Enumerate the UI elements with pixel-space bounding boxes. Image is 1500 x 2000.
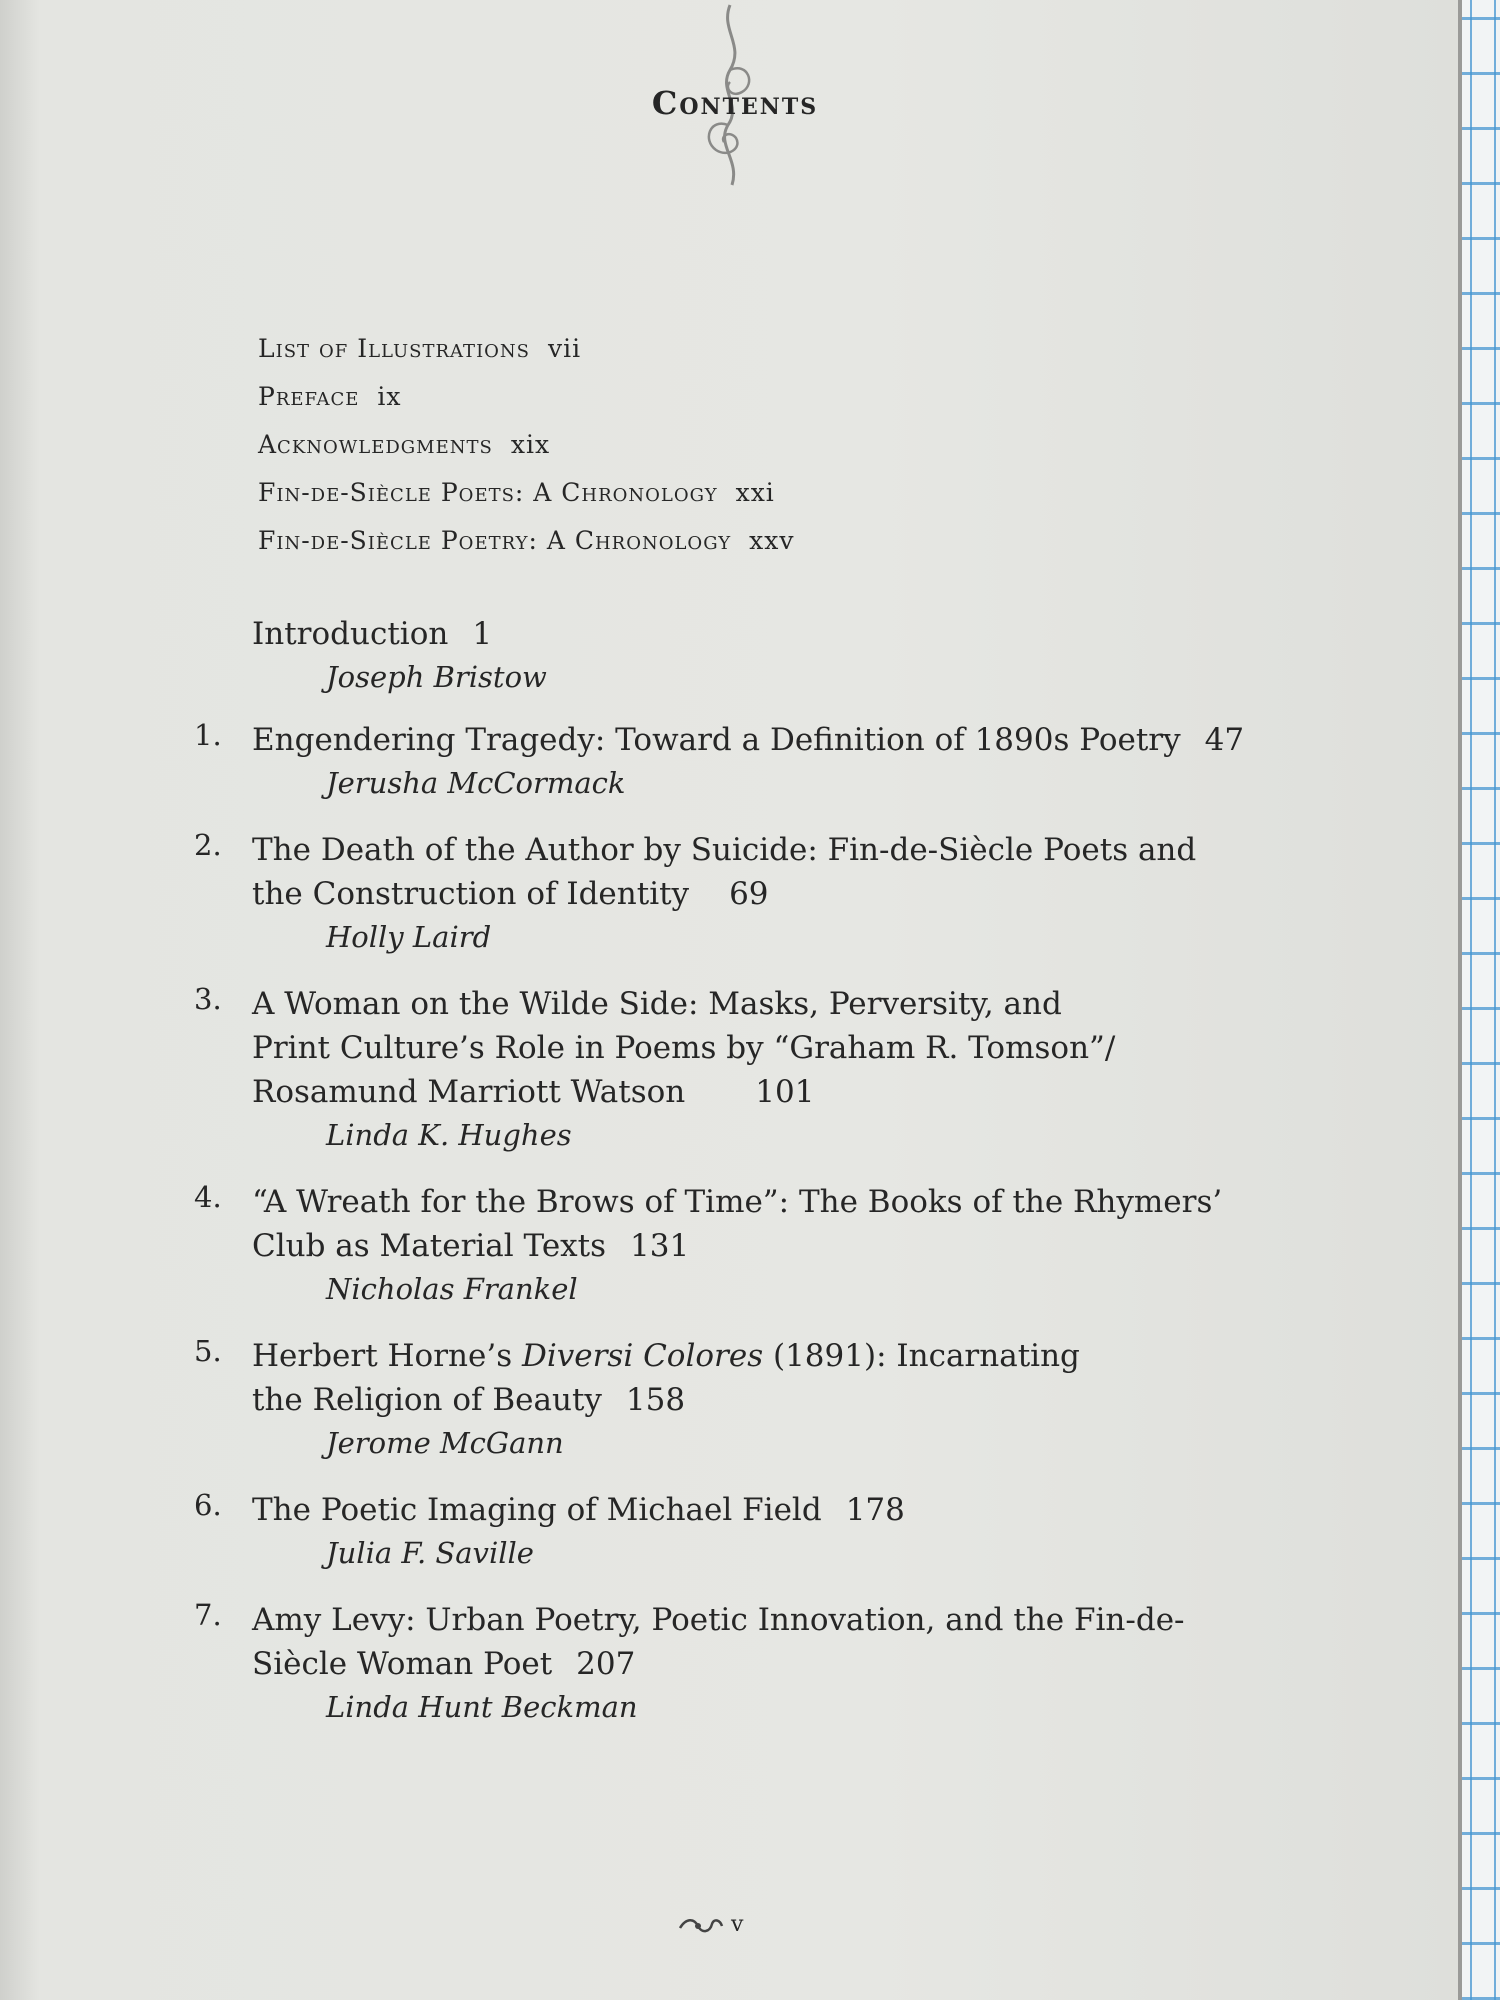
entry-author: Linda Hunt Beckman	[326, 1690, 638, 1724]
toc-entry-introduction[interactable]	[194, 612, 1254, 698]
chapter-number: 3.	[194, 982, 222, 1016]
entry-page: 207	[576, 1646, 636, 1682]
toc-entry-chapter-3[interactable]	[194, 982, 1132, 1156]
entry-title-part: (1891): Incarnating the Religion of Beauty	[252, 1338, 1080, 1418]
front-matter-label: List of Illustrations	[258, 334, 531, 363]
entry-title-line	[252, 612, 1254, 656]
chapter-number: 6.	[194, 1488, 222, 1522]
chapter-list	[194, 612, 1254, 1728]
front-matter-label: Fin-de-Siècle Poets: A Chronology	[258, 478, 718, 507]
front-matter-item[interactable]	[258, 478, 794, 526]
entry-page: 178	[845, 1492, 905, 1528]
entry-author: Julia F. Saville	[326, 1536, 534, 1570]
front-matter-page: ix	[377, 382, 402, 411]
entry-author: Joseph Bristow	[326, 660, 547, 694]
front-matter-label: Fin-de-Siècle Poetry: A Chronology	[258, 526, 732, 555]
entry-title: The Poetic Imaging of Michael Field	[252, 1492, 822, 1528]
front-matter-page: xxv	[749, 526, 795, 555]
page-title	[560, 84, 910, 122]
front-matter-list	[258, 334, 794, 574]
front-matter-label: Acknowledgments	[258, 430, 493, 459]
entry-title: “A Wreath for the Brows of Time”: The Books of the Rhymers’ Club as Material Texts	[252, 1184, 1223, 1264]
entry-title: Introduction	[252, 616, 449, 652]
chapter-number: 5.	[194, 1334, 222, 1368]
entry-page: 131	[630, 1228, 690, 1264]
entry-page: 158	[625, 1382, 686, 1418]
front-matter-item[interactable]	[258, 526, 794, 574]
toc-entry-chapter-2[interactable]	[194, 828, 1212, 958]
toc-entry-chapter-1[interactable]	[194, 718, 1254, 804]
front-matter-item[interactable]	[258, 382, 794, 430]
front-matter-page: xix	[510, 430, 551, 459]
entry-title-part: Herbert Horne’s	[252, 1338, 522, 1374]
entry-title-line	[252, 828, 1212, 916]
front-matter-label: Preface	[258, 382, 360, 411]
front-matter-item[interactable]	[258, 430, 794, 478]
grid-paper-background	[1458, 0, 1500, 2000]
entry-title-italic: Diversi Colores	[521, 1338, 764, 1374]
entry-title: Engendering Tragedy: Toward a Definition of 1890s Poetry	[252, 722, 1181, 758]
front-matter-page: xxi	[735, 478, 775, 507]
entry-page: 69	[729, 876, 769, 912]
toc-entry-chapter-4[interactable]	[194, 1180, 1252, 1310]
entry-title: Amy Levy: Urban Poetry, Poetic Innovation, and the Fin-de-Siècle Woman Poet	[252, 1602, 1185, 1682]
entry-author: Nicholas Frankel	[326, 1272, 578, 1306]
entry-title-line	[252, 982, 1132, 1114]
entry-page: 47	[1204, 722, 1245, 758]
page-folio	[678, 1912, 743, 1937]
fleuron-icon	[678, 1914, 724, 1936]
entry-title-line	[252, 1180, 1252, 1268]
entry-page: 101	[755, 1074, 815, 1110]
front-matter-item[interactable]	[258, 334, 794, 382]
entry-page: 1	[472, 616, 493, 652]
toc-entry-chapter-7[interactable]	[194, 1598, 1262, 1728]
chapter-number: 4.	[194, 1180, 222, 1214]
toc-entry-chapter-5[interactable]	[194, 1334, 1132, 1464]
entry-title: A Woman on the Wilde Side: Masks, Perversity, and Print Culture’s Role in Poems by “Graham R. Tomson”/ Rosamund Marriott Watson	[252, 986, 1116, 1110]
entry-author: Jerome McGann	[326, 1426, 564, 1460]
entry-author: Linda K. Hughes	[326, 1118, 572, 1152]
entry-title-line	[252, 1334, 1132, 1422]
chapter-number: 1.	[194, 718, 222, 752]
entry-title-line	[252, 1488, 1254, 1532]
chapter-number: 7.	[194, 1598, 222, 1632]
folio-number: v	[731, 1912, 744, 1937]
entry-author: Holly Laird	[326, 920, 492, 954]
entry-title-line	[252, 718, 1254, 762]
entry-author: Jerusha McCormack	[326, 766, 626, 800]
entry-title: The Death of the Author by Suicide: Fin-de-Siècle Poets and the Construction of Identity	[252, 832, 1197, 912]
chapter-number: 2.	[194, 828, 222, 862]
front-matter-page: vii	[548, 334, 582, 363]
toc-entry-chapter-6[interactable]	[194, 1488, 1254, 1574]
page-title-text: Contents	[651, 84, 819, 122]
entry-title-line	[252, 1598, 1262, 1686]
